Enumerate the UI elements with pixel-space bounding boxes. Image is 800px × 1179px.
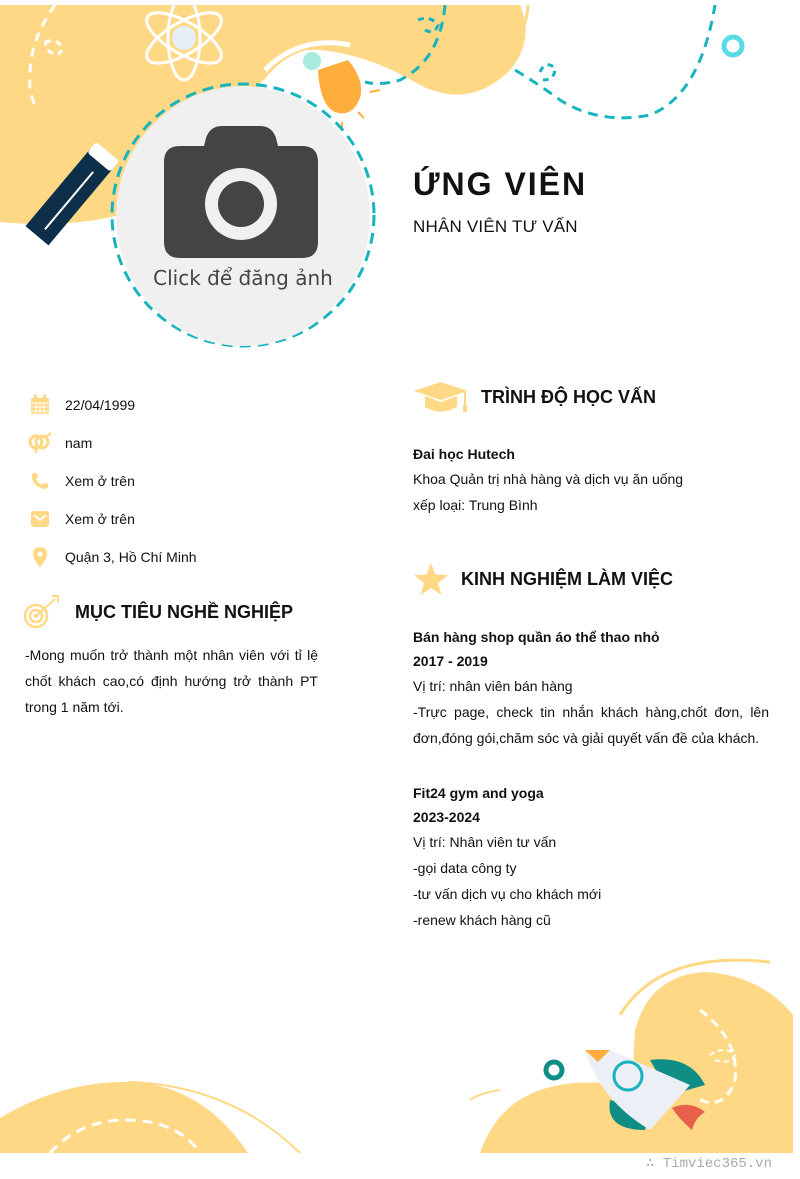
camera-icon <box>164 126 318 258</box>
education-title: TRÌNH ĐỘ HỌC VẤN <box>481 386 656 407</box>
job-company: Fit24 gym and yoga <box>413 785 544 801</box>
education-entry <box>413 442 769 518</box>
grade: xếp loại: Trung Bình <box>413 497 538 513</box>
career-goal-header <box>22 594 293 630</box>
info-gender <box>28 424 197 462</box>
job-position: Vị trí: nhân viên bán hàng <box>413 678 573 694</box>
phone-value: Xem ở trên <box>65 473 135 489</box>
gender-icon <box>28 432 52 454</box>
career-goal-text: -Mong muốn trở thành một nhân viên với tỉ lệ chốt khách cao,có định hướng trở thành PT trong 1 năm tới. <box>25 647 318 715</box>
info-phone <box>28 462 197 500</box>
email-value: Xem ở trên <box>65 511 135 527</box>
education-header <box>413 380 656 414</box>
job-entry <box>413 781 769 933</box>
star-icon <box>413 562 449 596</box>
job-period: 2023-2024 <box>413 809 480 825</box>
photo-upload-label: Click để đăng ảnh <box>153 266 333 290</box>
school-name: Đai học Hutech <box>413 446 515 462</box>
birthdate-value: 22/04/1999 <box>65 397 136 413</box>
info-birthdate <box>28 386 197 424</box>
major: Khoa Quản trị nhà hàng và dịch vụ ăn uống <box>413 471 684 487</box>
gender-value: nam <box>65 435 93 451</box>
job-entry <box>413 625 769 751</box>
job-detail: -gọi data công ty <box>413 860 517 876</box>
phone-icon <box>28 470 52 492</box>
calendar-icon <box>28 394 52 416</box>
info-email <box>28 500 197 538</box>
info-address <box>28 538 197 576</box>
job-period: 2017 - 2019 <box>413 653 488 669</box>
photo-upload[interactable] <box>116 86 370 346</box>
envelope-icon <box>28 508 52 530</box>
target-icon <box>22 594 62 630</box>
job-title: NHÂN VIÊN TƯ VẤN <box>413 217 578 236</box>
career-goal-title: MỤC TIÊU NGHỀ NGHIỆP <box>75 601 294 622</box>
experience-title: KINH NGHIỆM LÀM VIỆC <box>461 568 674 589</box>
experience-header <box>413 562 673 596</box>
address-value: Quận 3, Hồ Chí Minh <box>65 549 197 565</box>
map-pin-icon <box>28 546 52 568</box>
job-detail: -Trực page, check tin nhắn khách hàng,chốt đơn, lên đơn,đóng gói,chăm sóc và giải quyết vấn đề của khách. <box>413 704 769 746</box>
job-detail: -renew khách hàng cũ <box>413 912 551 928</box>
job-company: Bán hàng shop quần áo thể thao nhỏ <box>413 629 660 645</box>
job-detail: -tư vấn dịch vụ cho khách mới <box>413 886 602 902</box>
job-position: Vị trí: Nhân viên tư vấn <box>413 834 557 850</box>
candidate-name: ỨNG VIÊN <box>413 166 588 202</box>
personal-info-list <box>28 386 197 576</box>
graduation-cap-icon <box>413 380 469 414</box>
watermark: ∴ Timviec365.vn <box>645 1156 772 1172</box>
